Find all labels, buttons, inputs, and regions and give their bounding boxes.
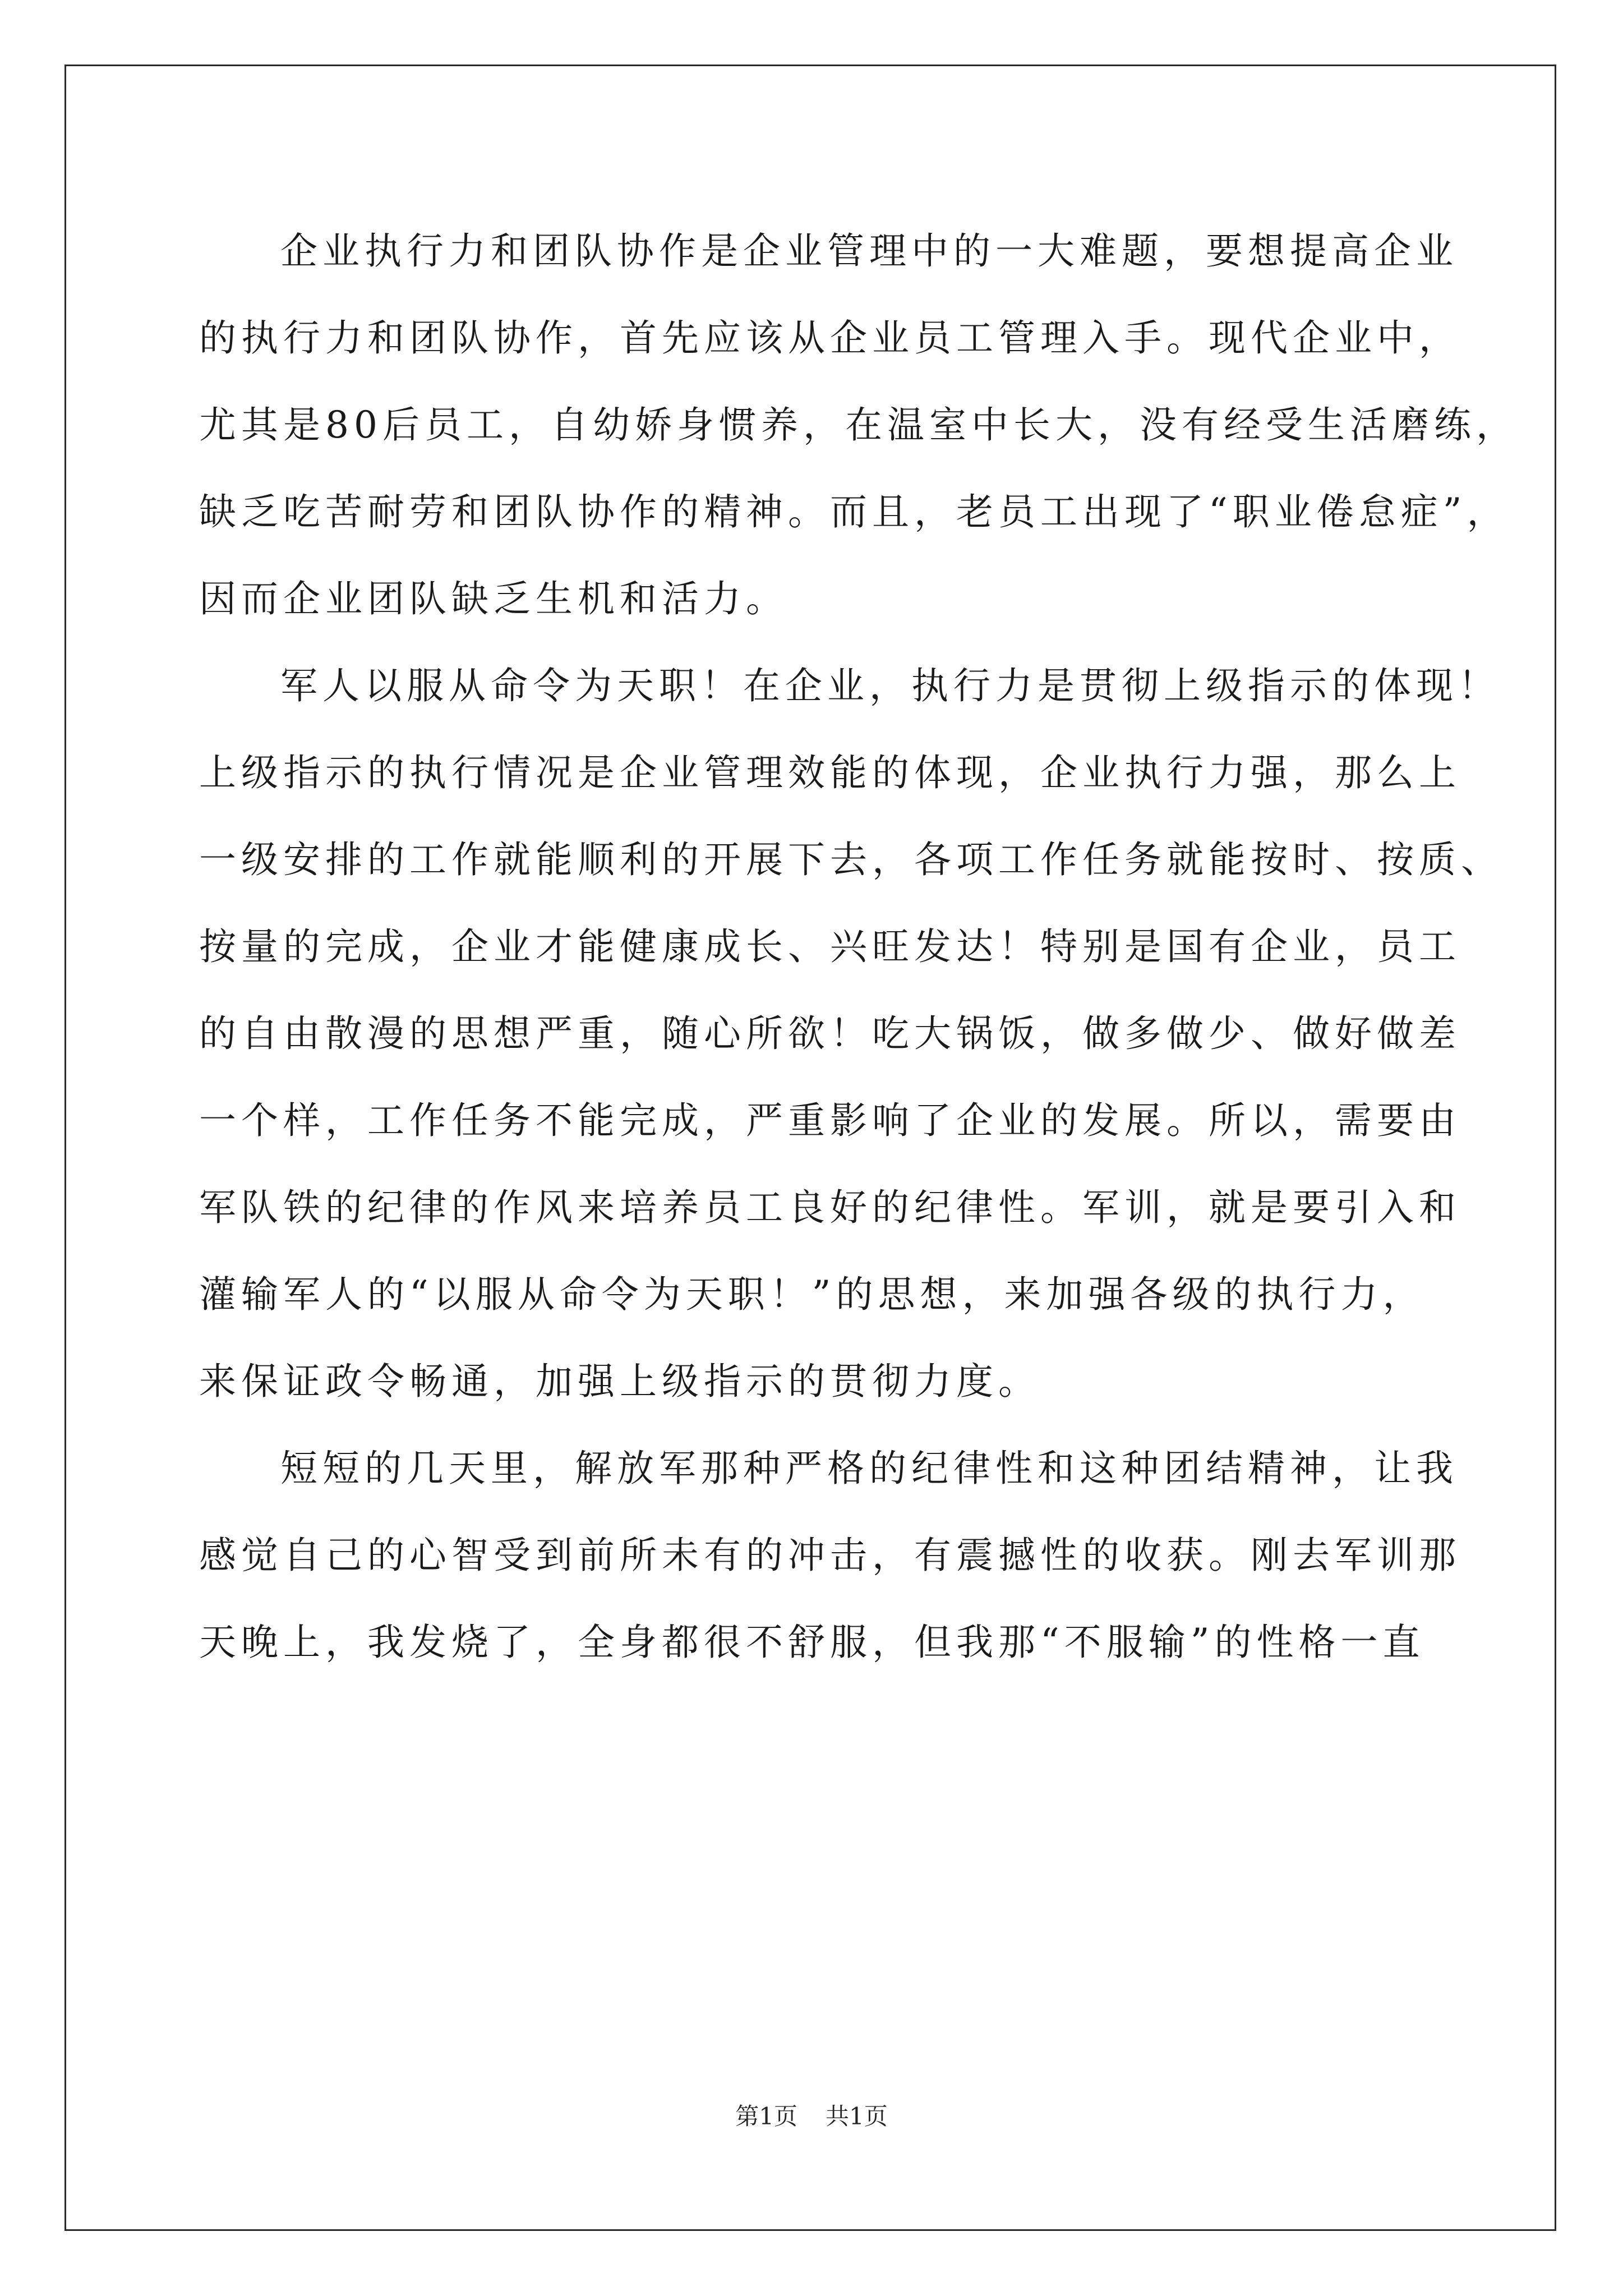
text-line: 来保证政令畅通，加强上级指示的贯彻力度。 [199,1360,1040,1403]
text-line: 一个样，工作任务不能完成，严重影响了企业的发展。所以，需要由 [199,1099,1461,1142]
text-line: 灌输军人的“以服从命令为天职！”的思想，来加强各级的执行力， [199,1273,1425,1316]
text-line: 上级指示的执行情况是企业管理效能的体现，企业执行力强，那么上 [199,751,1461,794]
text-line: 缺乏吃苦耐劳和团队协作的精神。而且，老员工出现了“职业倦怠症”， [199,490,1509,533]
text-line: 军队铁的纪律的作风来培养员工良好的纪律性。军训，就是要引入和 [199,1186,1461,1229]
page-footer [0,2098,1623,2132]
page-total: 共1页 [826,2102,888,2130]
text-line: 感觉自己的心智受到前所未有的冲击，有震撼性的收获。刚去军训那 [199,1534,1461,1577]
text-line: 军人以服从命令为天职！在企业，执行力是贯彻上级指示的体现！ [280,664,1500,707]
text-line: 的自由散漫的思想严重，随心所欲！吃大锅饭，做多做少、做好做差 [199,1012,1461,1055]
document-body [199,208,1518,1686]
text-line: 按量的完成，企业才能健康成长、兴旺发达！特别是国有企业，员工 [199,925,1461,968]
text-line: 企业执行力和团队协作是企业管理中的一大难题，要想提高企业 [280,229,1458,273]
text-line: 天晚上，我发烧了，全身都很不舒服，但我那“不服输”的性格一直 [199,1621,1425,1664]
page-number: 第1页 [735,2102,797,2130]
text-line: 尤其是80后员工，自幼娇身惯养，在温室中长大，没有经受生活磨练， [199,403,1518,447]
text-line: 的执行力和团队协作，首先应该从企业员工管理入手。现代企业中， [199,316,1461,360]
text-line: 短短的几天里，解放军那种严格的纪律性和这种团结精神，让我 [280,1447,1458,1490]
text-line: 一级安排的工作就能顺利的开展下去，各项工作任务就能按时、按质、 [199,838,1503,881]
text-line: 因而企业团队缺乏生机和活力。 [199,577,788,620]
